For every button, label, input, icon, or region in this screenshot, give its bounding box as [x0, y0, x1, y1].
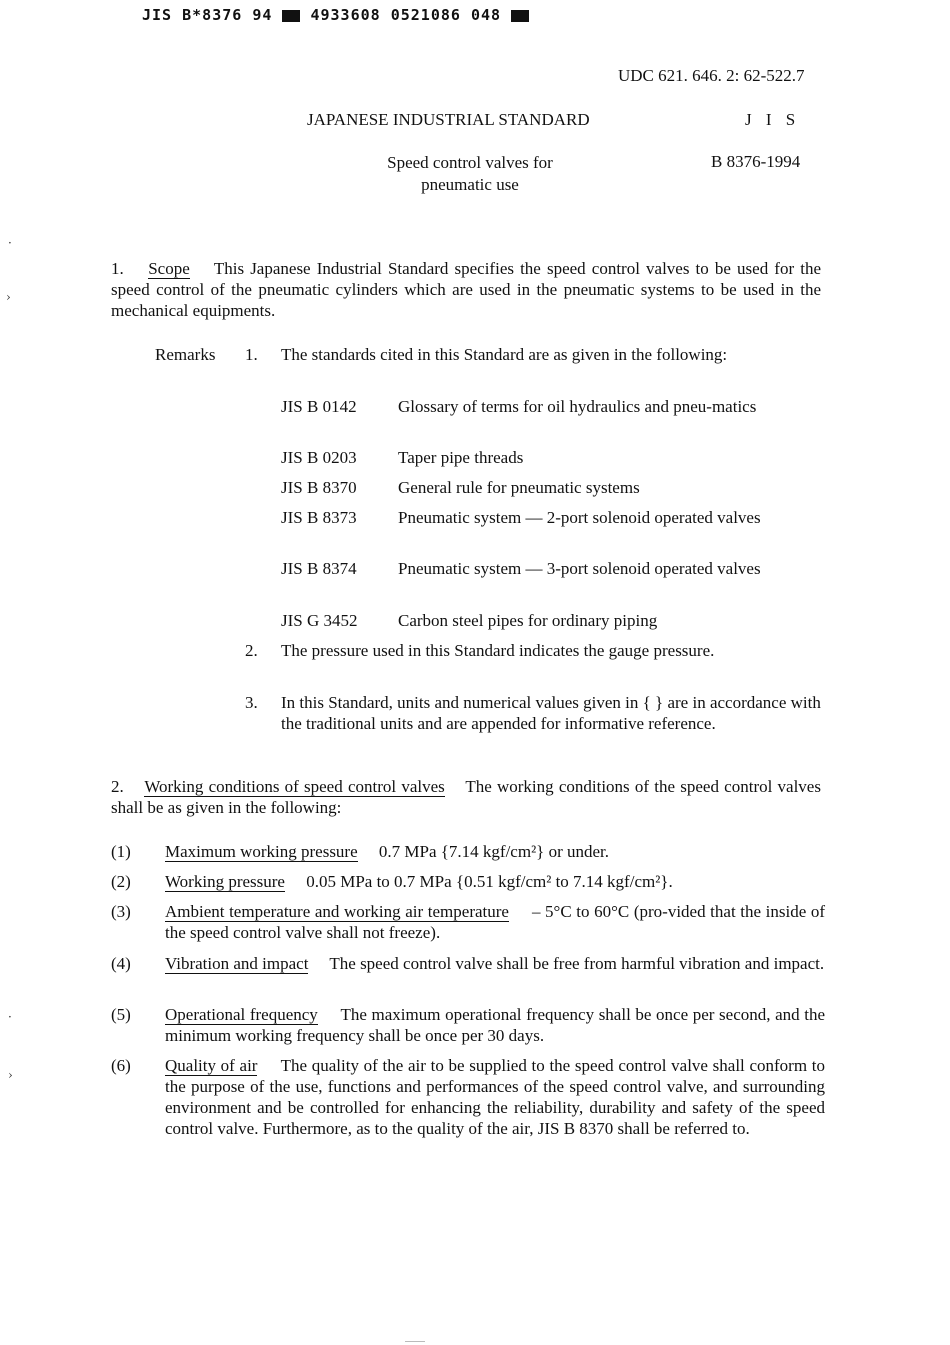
condition-number: (4) [111, 954, 131, 973]
black-block-mark [282, 10, 300, 22]
udc-number: UDC 621. 646. 2: 62-522.7 [618, 66, 805, 85]
scan-dot: · [8, 236, 12, 250]
standard-title: JAPANESE INDUSTRIAL STANDARD [307, 110, 590, 129]
condition-text: 0.7 MPa {7.14 kgf/cm²} or under. [378, 842, 610, 861]
document-title [320, 152, 620, 196]
cited-code: JIS B 8373 [281, 508, 357, 527]
condition-heading: Quality of air [165, 1056, 258, 1075]
cited-code: JIS B 8374 [281, 559, 357, 578]
cited-description: General rule for pneumatic systems [398, 478, 640, 497]
condition-item [165, 841, 825, 862]
condition-item [165, 1004, 825, 1046]
condition-item [165, 953, 825, 974]
header-code-part1: JIS B*8376 94 [142, 6, 273, 24]
condition-heading: Maximum working pressure [165, 842, 358, 861]
cited-code: JIS G 3452 [281, 611, 358, 630]
scope-section [111, 258, 821, 321]
condition-item [165, 1055, 825, 1139]
scan-dot: · [8, 1010, 12, 1024]
cited-description: Glossary of terms for oil hydraulics and pneu-matics [398, 397, 757, 416]
cited-description: Pneumatic system — 3-port solenoid operated valves [398, 559, 761, 578]
condition-text: The quality of the air to be supplied to the speed control valve shall conform to the purpose of the use, functions and performances of the speed control valve, and surrounding environment and be controlled for enhancing the reliability, durability and safety of the speed control valve. Furthermore, as to the quality of the air, JIS B 8370 shall be referred to. [165, 1056, 825, 1138]
section-2-heading: Working conditions of speed control valves [144, 777, 445, 796]
standard-number: B 8376-1994 [711, 152, 801, 171]
scope-number: 1. [111, 259, 124, 278]
scan-dot: › [8, 1068, 13, 1082]
header-code-line [142, 6, 529, 24]
cited-code: JIS B 8370 [281, 478, 357, 497]
remark-number: 1. [245, 345, 258, 364]
footer-mark [405, 1341, 425, 1342]
condition-text: The maximum operational frequency shall be once per second, and the minimum working frequency shall be once per 30 days. [165, 1005, 825, 1045]
condition-item [165, 871, 825, 892]
scope-heading: Scope [148, 259, 190, 278]
section-2-number: 2. [111, 777, 124, 796]
remark-text: The standards cited in this Standard are as given in the following: [281, 345, 728, 364]
condition-heading: Operational frequency [165, 1005, 318, 1024]
remark-text: The pressure used in this Standard indicates the gauge pressure. [281, 641, 715, 660]
condition-number: (5) [111, 1005, 131, 1024]
section-2-text: The working conditions of the speed control valves shall be as given in the following: [111, 777, 821, 817]
cited-description: Taper pipe threads [398, 448, 524, 467]
remark-number: 2. [245, 641, 258, 660]
condition-item [165, 901, 825, 943]
header-code-part2: 4933608 0521086 048 [310, 6, 502, 24]
condition-number: (2) [111, 872, 131, 891]
remark-text: In this Standard, units and numerical values given in { } are in accordance with the traditional units and are appended for informative reference. [281, 693, 821, 733]
condition-heading: Vibration and impact [165, 954, 309, 973]
condition-number: (6) [111, 1056, 131, 1075]
document-title-line1: Speed control valves for [387, 153, 553, 172]
section-2 [111, 776, 821, 818]
condition-number: (1) [111, 842, 131, 861]
condition-text: 0.05 MPa to 0.7 MPa {0.51 kgf/cm² to 7.14 kgf/cm²}. [306, 872, 673, 891]
jis-mark: J I S [745, 110, 801, 129]
scope-text: This Japanese Industrial Standard specifies the speed control valves to be used for the speed control of the pneumatic cylinders which are used in the pneumatic systems to be used in the mechanical equipments. [111, 259, 822, 320]
remark-number: 3. [245, 693, 258, 712]
cited-code: JIS B 0142 [281, 397, 357, 416]
cited-description: Pneumatic system — 2-port solenoid operated valves [398, 508, 761, 527]
condition-heading: Working pressure [165, 872, 285, 891]
document-title-line2: pneumatic use [421, 175, 519, 194]
cited-description: Carbon steel pipes for ordinary piping [398, 611, 658, 630]
scan-dot: › [6, 290, 11, 304]
condition-heading: Ambient temperature and working air temperature [165, 902, 509, 921]
condition-number: (3) [111, 902, 131, 921]
condition-text: The speed control valve shall be free from harmful vibration and impact. [329, 954, 825, 973]
remarks-label: Remarks [155, 345, 216, 364]
condition-text: – 5°C to 60°C (pro-vided that the inside of the speed control valve shall not freeze). [165, 902, 826, 942]
black-block-mark [511, 10, 529, 22]
cited-code: JIS B 0203 [281, 448, 357, 467]
